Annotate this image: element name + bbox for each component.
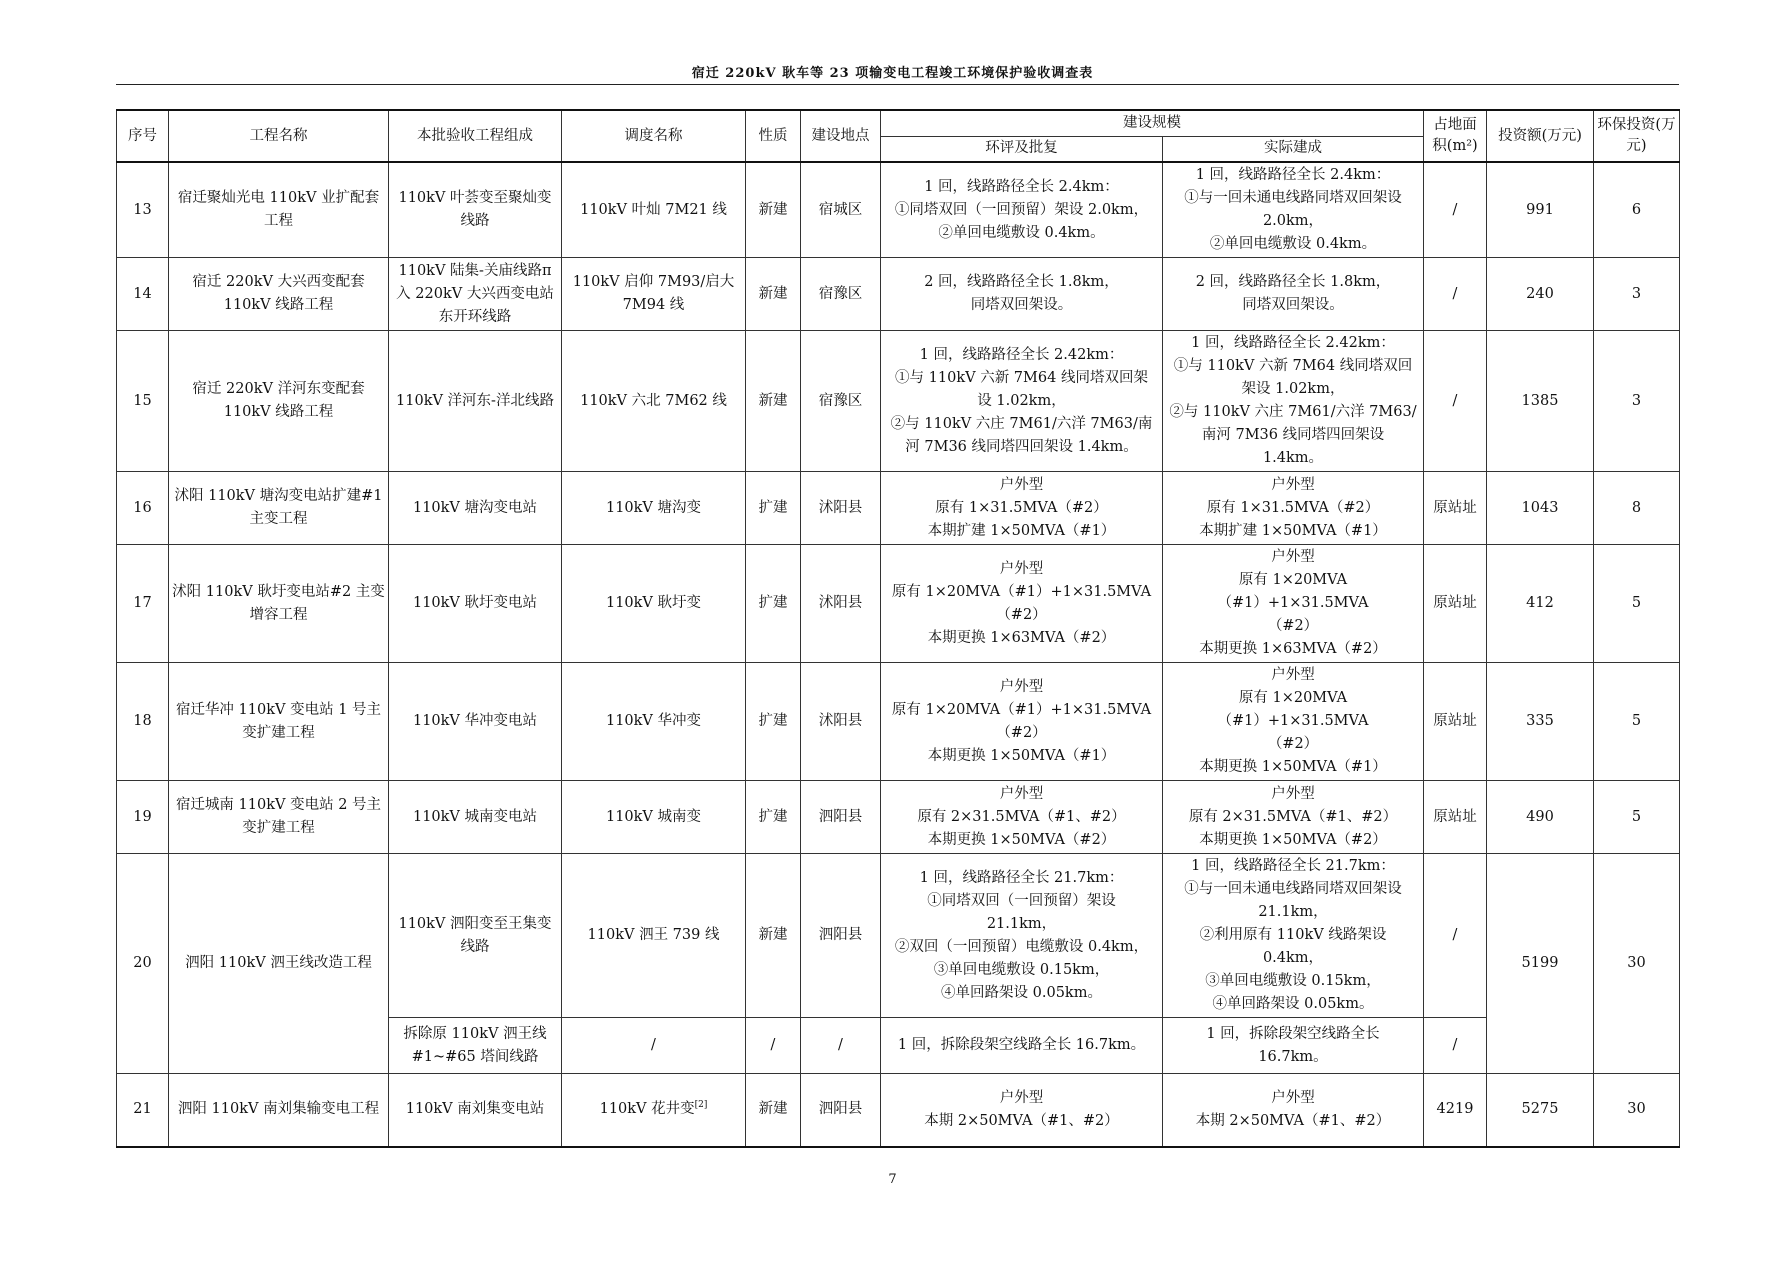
cell-line: 1.4km。 <box>1262 450 1324 466</box>
cell-nature: 扩建 <box>746 663 801 781</box>
cell-project-name: 宿迁华冲 110kV 变电站 1 号主变扩建工程 <box>169 663 389 781</box>
cell-area: / <box>1424 331 1487 472</box>
cell-area: / <box>1424 1018 1487 1074</box>
cell-env-investment: 3 <box>1594 258 1680 331</box>
cell-line: 设 1.02km， <box>977 392 1066 409</box>
cell-line: 2 回，线路路径全长 1.8km， <box>1195 274 1391 290</box>
cell-scale-eia <box>881 854 1163 1018</box>
table-row <box>117 331 1680 472</box>
cell-line: 户外型 <box>1271 476 1315 493</box>
cell-seq: 13 <box>117 162 169 258</box>
cell-scale-eia <box>881 1018 1163 1074</box>
cell-composition: 110kV 塘沟变电站 <box>389 472 562 545</box>
cell-line: 原有 1×20MVA（#1）+1×31.5MVA <box>1217 690 1369 729</box>
cell-investment: 490 <box>1487 781 1594 854</box>
acceptance-table <box>116 109 1680 1148</box>
cell-scale-eia <box>881 663 1163 781</box>
cell-scale-actual <box>1163 258 1424 331</box>
cell-seq: 19 <box>117 781 169 854</box>
cell-scale-actual <box>1163 331 1424 472</box>
cell-scale-actual <box>1163 472 1424 545</box>
cell-line: ①与一回未通电线路同塔双回架设 <box>1184 881 1402 897</box>
cell-dispatch-name: 110kV 华冲变 <box>562 663 746 781</box>
cell-location: 泗阳县 <box>801 1074 881 1147</box>
cell-nature: 新建 <box>746 331 801 472</box>
cell-seq: 18 <box>117 663 169 781</box>
cell-line: 1 回，线路路径全长 21.7km： <box>1191 858 1395 874</box>
cell-nature: 新建 <box>746 854 801 1018</box>
cell-area: 原站址 <box>1424 545 1487 663</box>
cell-dispatch-name: 110kV 叶灿 7M21 线 <box>562 162 746 258</box>
cell-composition: 110kV 陆集-关庙线路π入 220kV 大兴西变电站东开环线路 <box>389 258 562 331</box>
cell-location: 宿豫区 <box>801 258 881 331</box>
cell-composition: 110kV 南刘集变电站 <box>389 1074 562 1147</box>
cell-line: 户外型 <box>999 785 1044 802</box>
cell-dispatch-name: / <box>562 1018 746 1074</box>
cell-line: 本期更换 1×50MVA（#1） <box>1199 759 1387 775</box>
cell-area: 4219 <box>1424 1074 1487 1147</box>
cell-composition: 110kV 叶荟变至聚灿变线路 <box>389 162 562 258</box>
cell-location: 宿城区 <box>801 162 881 258</box>
cell-line: 21.1km， <box>986 915 1057 932</box>
cell-investment: 5275 <box>1487 1074 1594 1147</box>
cell-dispatch-name: 110kV 启仰 7M93/启大 7M94 线 <box>562 258 746 331</box>
cell-project-name: 沭阳 110kV 塘沟变电站扩建#1 主变工程 <box>169 472 389 545</box>
cell-line: 1 回，线路路径全长 2.4km： <box>1195 167 1391 183</box>
cell-area: 原站址 <box>1424 663 1487 781</box>
cell-line: ①与 110kV 六新 7M64 线同塔双回架 <box>895 369 1148 386</box>
cell-line: 1 回，线路路径全长 2.42km： <box>919 346 1124 363</box>
cell-line: 户外型 <box>999 1089 1044 1106</box>
cell-project-name: 泗阳 110kV 南刘集输变电工程 <box>169 1074 389 1147</box>
cell-line: ②双回（一回预留）电缆敷设 0.4km， <box>894 938 1149 955</box>
cell-scale-actual <box>1163 1018 1424 1074</box>
cell-line: 1 回，线路路径全长 2.4km： <box>924 178 1119 195</box>
cell-seq: 16 <box>117 472 169 545</box>
table-row <box>117 162 1680 258</box>
cell-scale-eia <box>881 472 1163 545</box>
header-scale-eia: 环评及批复 <box>881 136 1163 162</box>
cell-line: ④单回路架设 0.05km。 <box>1212 996 1374 1012</box>
cell-env-investment: 5 <box>1594 781 1680 854</box>
cell-line: 1 回，拆除段架空线路全长 <box>1206 1025 1380 1042</box>
cell-scale-eia <box>881 162 1163 258</box>
cell-line: 原有 1×20MVA（#1）+1×31.5MVA <box>1217 572 1369 611</box>
cell-line: （#2） <box>1267 618 1319 634</box>
table-row <box>117 545 1680 663</box>
cell-composition: 110kV 华冲变电站 <box>389 663 562 781</box>
cell-line: 户外型 <box>999 560 1044 577</box>
cell-investment: 412 <box>1487 545 1594 663</box>
cell-dispatch-name: 110kV 泗王 739 线 <box>562 854 746 1018</box>
page-number: 7 <box>888 1172 897 1187</box>
cell-project-name: 宿迁聚灿光电 110kV 业扩配套工程 <box>169 162 389 258</box>
cell-line: （#2） <box>1267 736 1319 752</box>
cell-nature: 扩建 <box>746 781 801 854</box>
cell-composition: 110kV 城南变电站 <box>389 781 562 854</box>
cell-line: 河 7M36 线同塔四回架设 1.4km。 <box>905 438 1138 455</box>
cell-line: 本期更换 1×50MVA（#2） <box>927 831 1116 848</box>
cell-location: 宿豫区 <box>801 331 881 472</box>
cell-line: 本期更换 1×50MVA（#1） <box>927 747 1116 764</box>
cell-line: 本期 2×50MVA（#1、#2） <box>924 1112 1119 1129</box>
cell-nature: 新建 <box>746 258 801 331</box>
cell-line: （#2） <box>996 606 1047 623</box>
cell-line: ①同塔双回（一回预留）架设 2.0km， <box>894 201 1149 218</box>
cell-dispatch-name: 110kV 耿圩变 <box>562 545 746 663</box>
cell-line: 原有 1×31.5MVA（#2） <box>1206 499 1380 516</box>
cell-scale-actual <box>1163 1074 1424 1147</box>
cell-scale-eia <box>881 1074 1163 1147</box>
cell-env-investment: 30 <box>1594 854 1680 1074</box>
document-title: 宿迁 220kV 耿车等 23 项输变电工程竣工环境保护验收调查表 <box>691 66 1094 81</box>
cell-line: 2.0km， <box>1262 213 1324 229</box>
cell-nature: 新建 <box>746 1074 801 1147</box>
cell-nature: 新建 <box>746 162 801 258</box>
table-row <box>117 781 1680 854</box>
cell-investment: 240 <box>1487 258 1594 331</box>
cell-line: 户外型 <box>999 476 1044 493</box>
header-seq: 序号 <box>117 110 169 162</box>
cell-dispatch-name: 110kV 塘沟变 <box>562 472 746 545</box>
cell-line: ③单回电缆敷设 0.15km， <box>1205 973 1381 989</box>
cell-location: / <box>801 1018 881 1074</box>
cell-scale-actual <box>1163 162 1424 258</box>
table-row <box>117 663 1680 781</box>
cell-line: ③单回电缆敷设 0.15km， <box>933 961 1110 978</box>
footnote-marker: [2] <box>694 1100 708 1111</box>
cell-seq: 20 <box>117 854 169 1074</box>
cell-line: 1 回，拆除段架空线路全长 16.7km。 <box>897 1037 1146 1053</box>
cell-area: / <box>1424 258 1487 331</box>
cell-location: 泗阳县 <box>801 781 881 854</box>
cell-project-name: 宿迁 220kV 大兴西变配套 110kV 线路工程 <box>169 258 389 331</box>
cell-line: 1 回，线路路径全长 21.7km： <box>919 869 1124 886</box>
table-container <box>116 109 1679 1148</box>
header-dispatch-name: 调度名称 <box>562 110 746 162</box>
cell-line: 南河 7M36 线同塔四回架设 <box>1201 427 1385 443</box>
header-scale-actual: 实际建成 <box>1163 136 1424 162</box>
cell-line: ④单回路架设 0.05km。 <box>941 984 1102 1001</box>
cell-line: 原有 1×20MVA（#1）+1×31.5MVA <box>891 583 1152 600</box>
cell-nature: 扩建 <box>746 545 801 663</box>
dispatch-name-text: 110kV 花井变 <box>599 1101 695 1118</box>
cell-line: 户外型 <box>1271 667 1315 683</box>
header-area: 占地面积(m²) <box>1424 110 1487 162</box>
cell-line: 原有 1×20MVA（#1）+1×31.5MVA <box>891 701 1152 718</box>
cell-scale-eia <box>881 258 1163 331</box>
cell-nature: 扩建 <box>746 472 801 545</box>
cell-env-investment: 8 <box>1594 472 1680 545</box>
cell-area: / <box>1424 162 1487 258</box>
cell-investment: 1043 <box>1487 472 1594 545</box>
cell-line: ①与一回未通电线路同塔双回架设 <box>1184 190 1402 206</box>
cell-investment: 991 <box>1487 162 1594 258</box>
header-nature: 性质 <box>746 110 801 162</box>
cell-composition: 110kV 泗阳变至王集变线路 <box>389 854 562 1018</box>
cell-scale-actual <box>1163 545 1424 663</box>
cell-investment: 5199 <box>1487 854 1594 1074</box>
cell-line: 本期更换 1×50MVA（#2） <box>1199 831 1387 848</box>
cell-line: 本期更换 1×63MVA（#2） <box>927 629 1116 646</box>
cell-line: ①与 110kV 六新 7M64 线同塔双回 <box>1173 358 1413 374</box>
cell-area: 原站址 <box>1424 472 1487 545</box>
cell-composition: 110kV 洋河东-洋北线路 <box>389 331 562 472</box>
cell-dispatch-name: 110kV 六北 7M62 线 <box>562 331 746 472</box>
header-scale: 建设规模 <box>881 110 1424 136</box>
cell-line: （#2） <box>996 724 1047 741</box>
cell-area: 原站址 <box>1424 781 1487 854</box>
cell-env-investment: 30 <box>1594 1074 1680 1147</box>
cell-scale-eia <box>881 781 1163 854</box>
header-location: 建设地点 <box>801 110 881 162</box>
cell-line: ②单回电缆敷设 0.4km。 <box>1209 236 1377 252</box>
cell-line: 同塔双回架设。 <box>970 297 1073 313</box>
cell-project-name: 宿迁城南 110kV 变电站 2 号主变扩建工程 <box>169 781 389 854</box>
cell-scale-actual <box>1163 854 1424 1018</box>
cell-env-investment: 3 <box>1594 331 1680 472</box>
cell-line: 2 回，线路路径全长 1.8km， <box>924 274 1119 290</box>
cell-line: 本期 2×50MVA（#1、#2） <box>1195 1112 1391 1129</box>
cell-line: 原有 2×31.5MVA（#1、#2） <box>1188 808 1398 825</box>
cell-line: 原有 1×31.5MVA（#2） <box>935 499 1108 516</box>
cell-investment: 1385 <box>1487 331 1594 472</box>
cell-location: 泗阳县 <box>801 854 881 1018</box>
cell-line: ②单回电缆敷设 0.4km。 <box>938 224 1105 241</box>
cell-project-name: 泗阳 110kV 泗王线改造工程 <box>169 854 389 1074</box>
cell-seq: 15 <box>117 331 169 472</box>
cell-scale-actual <box>1163 663 1424 781</box>
cell-project-name: 宿迁 220kV 洋河东变配套 110kV 线路工程 <box>169 331 389 472</box>
table-row <box>117 854 1680 1018</box>
cell-nature: / <box>746 1018 801 1074</box>
cell-line: 户外型 <box>1271 785 1315 802</box>
cell-line: 0.4km， <box>1262 950 1324 966</box>
cell-line: ②与 110kV 六庄 7M61/六洋 7M63/ <box>1169 404 1417 420</box>
header-investment: 投资额(万元) <box>1487 110 1594 162</box>
cell-seq: 17 <box>117 545 169 663</box>
cell-env-investment: 5 <box>1594 545 1680 663</box>
cell-line: 16.7km。 <box>1258 1048 1328 1065</box>
cell-line: 本期更换 1×63MVA（#2） <box>1199 641 1387 657</box>
cell-line: 架设 1.02km， <box>1241 381 1345 397</box>
cell-line: 本期扩建 1×50MVA（#1） <box>927 522 1116 539</box>
cell-line: 本期扩建 1×50MVA（#1） <box>1199 522 1387 539</box>
cell-line: ①同塔双回（一回预留）架设 <box>927 892 1116 909</box>
cell-composition: 110kV 耿圩变电站 <box>389 545 562 663</box>
cell-scale-eia <box>881 545 1163 663</box>
cell-line: 21.1km， <box>1258 904 1328 920</box>
title-rule <box>116 84 1679 85</box>
header-project-name: 工程名称 <box>169 110 389 162</box>
cell-seq: 14 <box>117 258 169 331</box>
cell-dispatch-name <box>562 1074 746 1147</box>
table-row <box>117 258 1680 331</box>
cell-seq: 21 <box>117 1074 169 1147</box>
cell-env-investment: 5 <box>1594 663 1680 781</box>
cell-dispatch-name: 110kV 城南变 <box>562 781 746 854</box>
header-env-investment: 环保投资(万元) <box>1594 110 1680 162</box>
cell-line: 同塔双回架设。 <box>1242 297 1344 313</box>
cell-location: 沭阳县 <box>801 663 881 781</box>
cell-location: 沭阳县 <box>801 472 881 545</box>
cell-line: 1 回，线路路径全长 2.42km： <box>1191 335 1395 351</box>
cell-line: 户外型 <box>999 678 1044 695</box>
cell-line: 户外型 <box>1271 549 1315 565</box>
cell-line: 户外型 <box>1271 1089 1315 1106</box>
cell-scale-actual <box>1163 781 1424 854</box>
cell-location: 沭阳县 <box>801 545 881 663</box>
cell-investment: 335 <box>1487 663 1594 781</box>
cell-line: ②利用原有 110kV 线路架设 <box>1199 927 1387 943</box>
header-composition: 本批验收工程组成 <box>389 110 562 162</box>
cell-line: 原有 2×31.5MVA（#1、#2） <box>917 808 1126 825</box>
cell-scale-eia <box>881 331 1163 472</box>
cell-env-investment: 6 <box>1594 162 1680 258</box>
table-row <box>117 1074 1680 1147</box>
table-row <box>117 472 1680 545</box>
cell-area: / <box>1424 854 1487 1018</box>
cell-composition: 拆除原 110kV 泗王线#1~#65 塔间线路 <box>389 1018 562 1074</box>
cell-project-name: 沭阳 110kV 耿圩变电站#2 主变增容工程 <box>169 545 389 663</box>
cell-line: ②与 110kV 六庄 7M61/六洋 7M63/南 <box>890 415 1153 432</box>
